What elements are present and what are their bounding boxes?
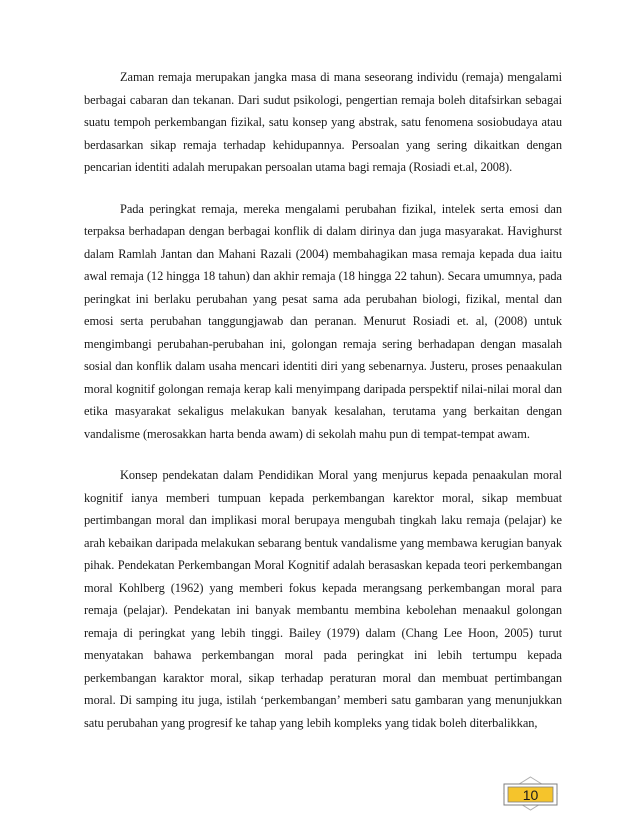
paragraph-2: Pada peringkat remaja, mereka mengalami perubahan fizikal, intelek serta emosi dan terpaksa berhadapan dengan berbagai konflik di dalam dirinya dan juga masyarakat. Havighurst dalam Ramlah Jantan dan Mahani Razali (2004) membahagikan masa remaja kepada dua iaitu awal remaja (12 hingga 18 tahun) dan akhir remaja (18 hingga 22 tahun). Secara umumnya, pada peringkat ini berlaku perubahan yang pesat sama ada perubahan biologi, fizikal, mental dan emosi serta perubahan tanggungjawab dan peranan. Menurut Rosiadi et. al, (2008) untuk mengimbangi perubahan-perubahan ini, golongan remaja sering berhadapan dengan masalah sosial dan konflik dalam usaha mencari identiti diri yang sebenarnya. Justeru, proses penaakulan moral kognitif golongan remaja kerap kali menyimpang daripada perspektif nilai-nilai moral dan etika masyarakat sekaligus melakukan banyak kesalahan, terutama yang berkaitan dengan vandalisme (merosakkan harta benda awam) di sekolah mahu pun di tempat-tempat awam. — [84, 201, 562, 441]
page-number-badge — [503, 776, 558, 811]
page-number: 10 — [522, 787, 539, 803]
body-text — [84, 66, 562, 753]
paragraph-3: Konsep pendekatan dalam Pendidikan Moral yang menjurus kepada penaakulan moral kognitif ianya memberi tumpuan kepada perkembangan karektor moral, sikap membuat pertimbangan moral dan implikasi moral berupaya mengubah tingkah laku remaja (pelajar) ke arah kebaikan daripada melakukan sebarang bentuk vandalisme yang membawa kerugian banyak pihak. Pendekatan Perkembangan Moral Kognitif adalah berasaskan kepada teori perkembangan moral Kohlberg (1962) yang memberi fokus kepada merangsang perkembangan moral para remaja (pelajar). Pendekatan ini banyak membantu membina kebolehan menaakul golongan remaja di peringkat yang lebih tinggi. Bailey (1979) dalam (Chang Lee Hoon, 2005) turut menyatakan bahawa perkembangan moral pada peringkat ini lebih tertumpu kepada perkembangan karaktor moral, sikap terhadap peraturan moral dan membuat pertimbangan moral. Di samping itu juga, istilah ‘perkembangan’ memberi satu gambaran yang menunjukkan satu perubahan yang progresif ke tahap yang lebih kompleks yang tidak boleh diterbalikkan, — [84, 468, 562, 730]
paragraph-1: Zaman remaja merupakan jangka masa di mana seseorang individu (remaja) mengalami berbagai cabaran dan tekanan. Dari sudut psikologi, pengertian remaja boleh ditafsirkan sebagai suatu tempoh perkembangan fizikal, satu konsep yang abstrak, satu fenomena sosiobudaya atau berdasarkan sikap remaja terhadap kehidupannya. Persoalan yang sering dikaitkan dengan pencarian identiti adalah merupakan persoalan utama bagi remaja (Rosiadi et.al, 2008). — [84, 70, 562, 174]
